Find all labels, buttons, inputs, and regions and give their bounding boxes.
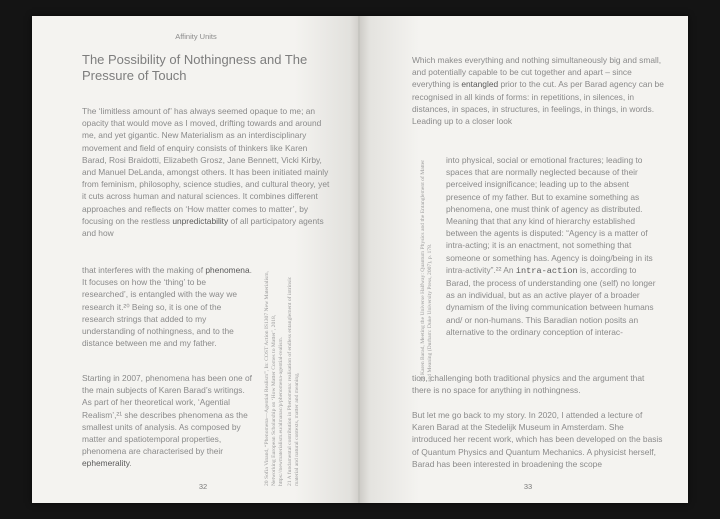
page-number: 32 [198,482,208,491]
footnote-22: 22 Karen Barad, Meeting the Universe Halfway: Quantum Physics and the Entanglement of Matter and Meaning (Durham: Duke University Press, 2007), p. 178. [420,159,433,382]
paragraph-text: Starting in 2007, phenomena has been one of the main subjects of Karen Barad’s writings. As part of her theoretical work, ‘Agential Realism’,²¹ she describes phenomena as the smallest units of analysis. As composed by matter and spatiotemporal properties, phenomena are characterised by their [82,373,252,457]
body-paragraph-1 [82,105,334,239]
book-spread [32,16,688,503]
paragraph-text: of all participatory agents and how [82,215,324,239]
body-paragraph-2 [82,372,254,470]
emphasis-word: entangled [461,79,499,90]
paragraph-text: that interferes with the making of [82,265,206,275]
paragraph-text: The ‘limitless amount of’ has always seemed opaque to me; an opacity that would move as I moved, drifting towards and around me, and yet gigantic. New Materialism as an interdisciplinary movement and field of enquiry consists of thinkers like Karen Barad, Rosi Braidotti, Elizabeth Grosz, Jane Bennett, Vicki Kirby, and Manuel DeLanda, amongst others. It has been initiated mainly from feminism, philosophy, science studies, and cultural theory, yet it cuts across human and natural sciences. It combines different approaches and reflects on ‘How matter comes to matter’, by focusing on the restless [82,106,330,226]
paragraph-text: prior to the cut. As per Barad agency can be recognised in all kinds of forms: in repetitions, in silences, in distances, in spaces, in structures, in feelings, in things, in words. Leading up to a closer look [412,79,664,127]
body-paragraph-3-continued [446,154,662,338]
emphasis-term: intra-action [515,265,578,276]
running-head: Affinity Units [175,32,217,41]
body-paragraph-1-continued [82,264,254,349]
emphasis-word: ephemerality [82,458,130,469]
right-page [360,16,688,503]
paragraph-text: . It focuses on how the ‘thing’ to be researched’, is entangled with the way we research it.²⁰ Being so, it is one of the research strings that added to my understanding of nothingness, and to the distance between me and my father. [82,265,252,349]
footnote-21: 21 A fundamental contribution in Phenomena: realisation of endless entanglement of intrinsic material and natural contexts, matter and meaning, [287,276,300,486]
chapter-title: The Possibility of Nothingness and The Pressure of Touch [82,52,308,83]
paragraph-text: Which makes everything and nothing simultaneously big and small, and potentially capable to be cut together and apart – since everything is [412,55,662,90]
paragraph-text: into physical, social or emotional fractures; leading to spaces that are normally neglected because of their perceived insignificance; leading up to the absent presence of my father. But to examine something as phenomena, one must think of agency as distributed. Meaning that that any kind of hierarchy established between the agents is disputed: “Agency is a matter of intra-acting; it is an enactment, not something that someone or something has. Agency is doing/being in its intra-activity”.²² An [446,155,653,275]
left-page [32,16,360,503]
body-paragraph-3 [412,54,664,127]
emphasis-word: unpredictability [172,215,229,226]
footnote-20: 20 Sofia Vinand, “Phenomena—Agential Realism”, In: COST Action IS1307 New Materialism, Networking European Scholarship on ‘How Matter Comes to Matter’, 2018, https://newmaterialism.eu/almanac/p/phenomena-agential-realism. [264,271,284,486]
paragraph-text: . [129,458,132,469]
paragraph-text: is, according to Barad, the process of understanding one (self) no longer as an individual, but as an active player of a broader dynamism of the living communication between humans and/ or non-humans. This Baradian notion posits an alternative to the ordinary conception of interac- [446,264,656,337]
emphasis-word: phenomena [205,265,250,275]
footnotes-vertical [264,260,303,486]
page-number: 33 [523,482,533,491]
body-paragraph-4: But let me go back to my story. In 2020, I attended a lecture of Karen Barad at the Stedelijk Museum in Amsterdam. She introduced her recent work, which has been developed on the basis of Quantum Physics and Quantum Mechanics. A physicist herself, Barad has been interested in broadening the scope [412,410,663,469]
body-paragraph-3-end: tion, challenging both traditional physics and the argument that there is no space for anything in nothingness. [412,373,645,396]
footnotes-vertical [420,156,436,382]
